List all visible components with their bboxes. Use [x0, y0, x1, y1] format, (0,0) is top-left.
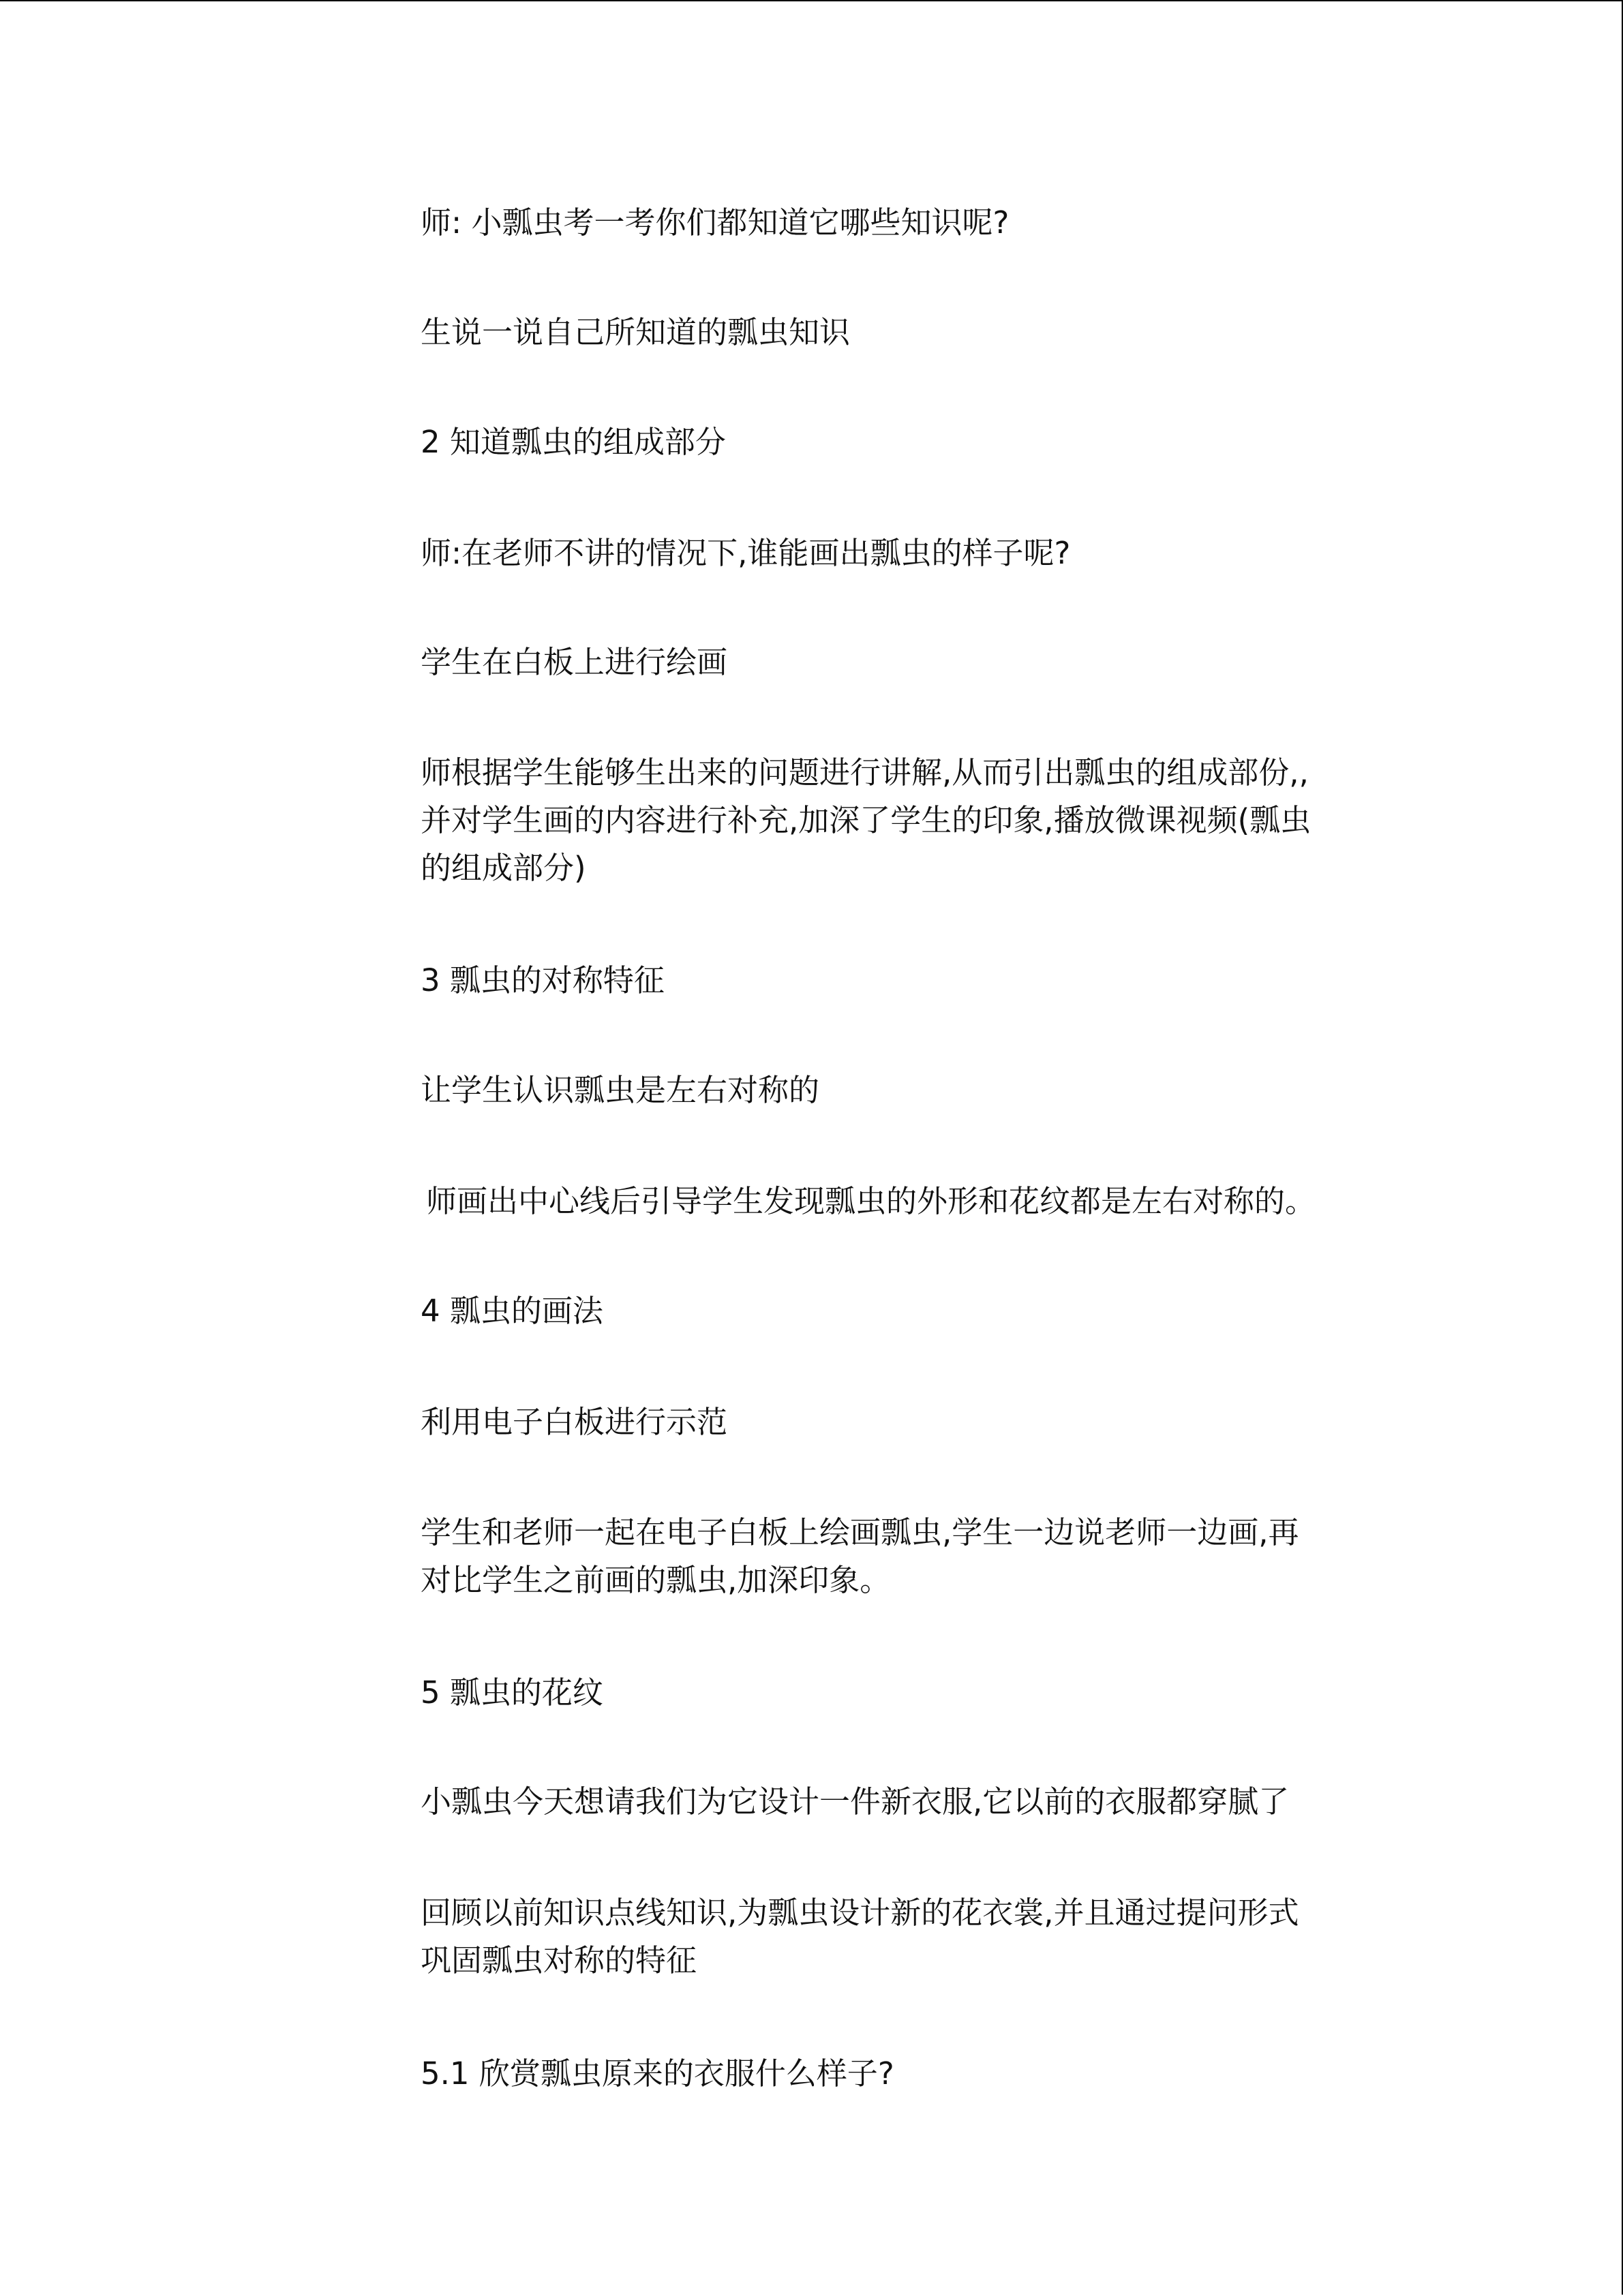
paragraph-student-whiteboard — [421, 639, 1375, 686]
text-line: 4 瓢虫的画法 — [421, 1293, 603, 1329]
text-line: 3 瓢虫的对称特征 — [421, 962, 665, 998]
text-line: 生说一说自己所知道的瓢虫知识 — [421, 314, 851, 350]
text-line: 师: 小瓢虫考一考你们都知道它哪些知识呢? — [421, 204, 1010, 241]
text-line: 学生在白板上进行绘画 — [421, 644, 728, 680]
paragraph-draw-together — [421, 1509, 1375, 1604]
paragraph-teacher-explain — [421, 749, 1375, 892]
text-line: 巩固瓢虫对称的特征 — [421, 1942, 697, 1978]
paragraph-center-line — [426, 1178, 1380, 1225]
section-heading-4 — [421, 1287, 1375, 1335]
text-line: 2 知道瓢虫的组成部分 — [421, 424, 726, 460]
section-heading-5 — [421, 1669, 1375, 1717]
text-line: 小瓢虫今天想请我们为它设计一件新衣服,它以前的衣服都穿腻了 — [421, 1784, 1290, 1820]
text-line: 让学生认识瓢虫是左右对称的 — [421, 1072, 820, 1108]
text-line: 对比学生之前画的瓢虫,加深印象。 — [421, 1562, 891, 1598]
paragraph-student-share — [421, 309, 1375, 356]
text-line: 5 瓢虫的花纹 — [421, 1674, 603, 1711]
paragraph-symmetry-intro — [421, 1067, 1375, 1114]
text-line: 并对学生画的内容进行补充,加深了学生的印象,播放微课视频(瓢虫 — [421, 802, 1311, 838]
text-line: 师根据学生能够生出来的问题进行讲解,从而引出瓢虫的组成部份,, — [421, 754, 1309, 791]
text-line: 师:在老师不讲的情况下,谁能画出瓢虫的样子呢? — [421, 535, 1071, 571]
section-heading-2 — [421, 418, 1375, 466]
section-heading-5-1 — [421, 2050, 1375, 2098]
paragraph-review-design — [421, 1889, 1375, 1985]
paragraph-whiteboard-demo — [421, 1398, 1375, 1446]
section-heading-3 — [421, 957, 1375, 1005]
text-line: 师画出中心线后引导学生发现瓢虫的外形和花纹都是左右对称的。 — [426, 1183, 1316, 1219]
text-line: 回顾以前知识点线知识,为瓢虫设计新的花衣裳,并且通过提问形式 — [421, 1895, 1299, 1931]
paragraph-new-clothes — [421, 1778, 1375, 1826]
paragraph-teacher-draw-question — [421, 530, 1375, 577]
document-body — [421, 1, 1375, 2296]
text-line: 学生和老师一起在电子白板上绘画瓢虫,学生一边说老师一边画,再 — [421, 1514, 1299, 1550]
text-line: 的组成部分) — [421, 850, 586, 886]
paragraph-teacher-question — [421, 199, 1375, 247]
text-line: 5.1 欣赏瓢虫原来的衣服什么样子? — [421, 2055, 894, 2092]
text-line: 利用电子白板进行示范 — [421, 1404, 728, 1440]
